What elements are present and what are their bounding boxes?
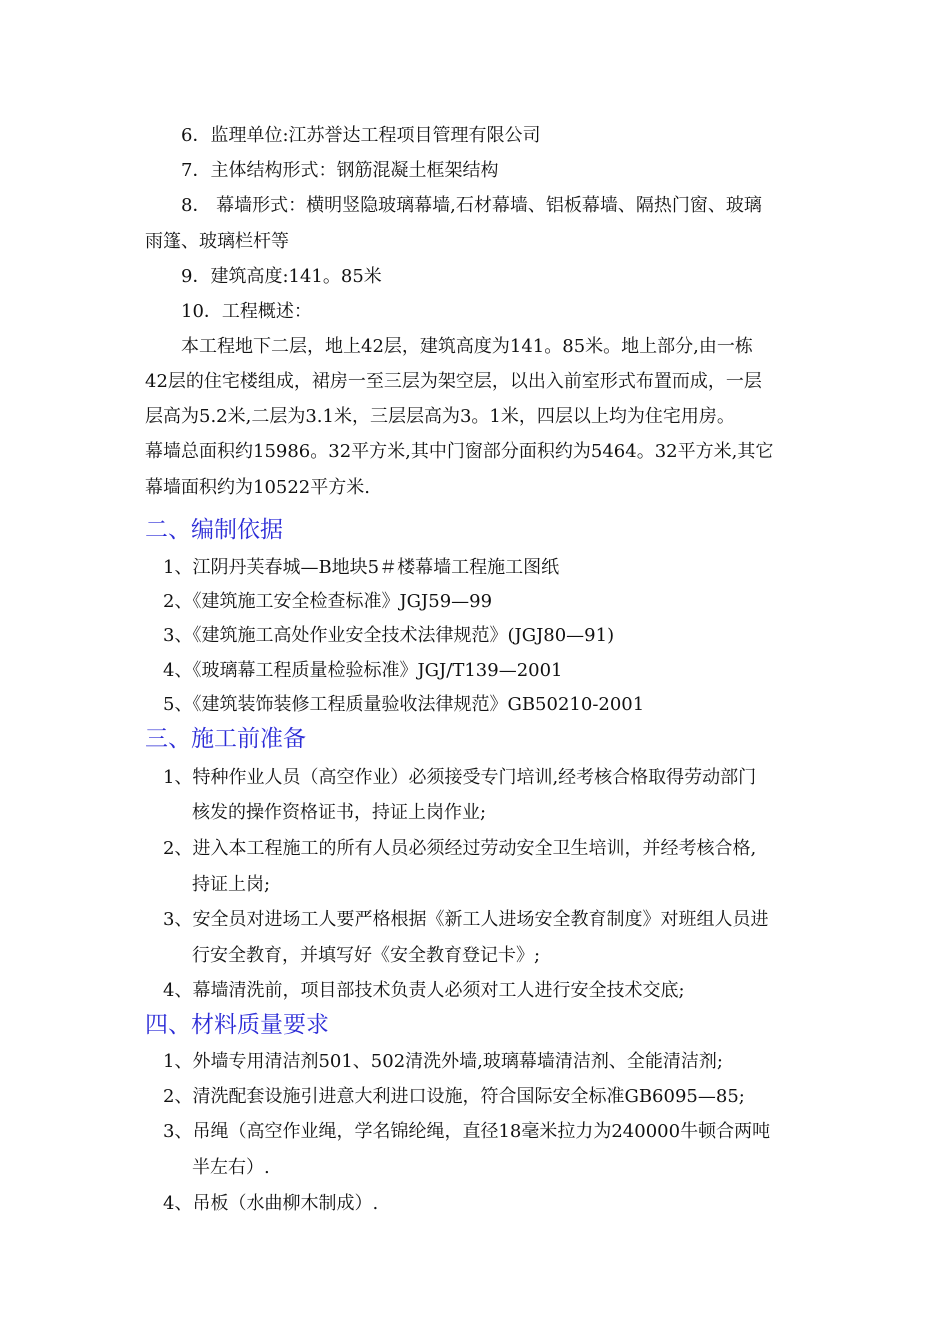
basis-list-item: 4、《玻璃幕工程质量检验标准》JGJ/T139—2001 (163, 660, 563, 681)
preparation-list-item: 2、进入本工程施工的所有人员必须经过劳动安全卫生培训，并经考核合格, (163, 838, 757, 859)
item-8-continuation: 雨篷、玻璃栏杆等 (145, 231, 289, 252)
material-list-item: 4、吊板（水曲柳木制成）. (163, 1193, 379, 1214)
overview-paragraph-line: 层高为5.2米,二层为3.1米，三层层高为3。1米，四层以上均为住宅用房。 (145, 406, 735, 427)
overview-paragraph-line: 42层的住宅楼组成，裙房一至三层为架空层，以出入前室形式布置而成，一层 (145, 371, 762, 392)
item-8-curtain-wall-form: 8． 幕墙形式：横明竖隐玻璃幕墙,石材幕墙、铝板幕墙、隔热门窗、玻璃 (181, 195, 762, 216)
overview-paragraph-line: 幕墙总面积约15986。32平方米,其中门窗部分面积约为5464。32平方米,其它 (145, 441, 774, 462)
basis-list-item: 3、《建筑施工高处作业安全技术法律规范》(JGJ80—91) (163, 625, 615, 646)
material-list-item: 2、清洗配套设施引进意大利进口设施，符合国际安全标准GB6095—85; (163, 1086, 745, 1107)
preparation-list-item-continuation: 行安全教育，并填写好《安全教育登记卡》; (192, 945, 541, 966)
item-6-supervision-unit: 6．监理单位:江苏誉达工程项目管理有限公司 (181, 125, 541, 146)
preparation-list-item: 1、特种作业人员（高空作业）必须接受专门培训,经考核合格取得劳动部门 (163, 767, 757, 788)
item-10-project-overview-label: 10．工程概述： (181, 301, 312, 322)
overview-paragraph-line: 幕墙面积约为10522平方米. (145, 477, 370, 498)
basis-list-item: 1、江阴丹芙春城—B地块5＃楼幕墙工程施工图纸 (163, 557, 560, 578)
item-7-structure-form: 7．主体结构形式：钢筋混凝土框架结构 (181, 160, 499, 181)
material-list-item-continuation: 半左右）. (192, 1157, 270, 1178)
preparation-list-item-continuation: 核发的操作资格证书，持证上岗作业; (192, 802, 487, 823)
section-heading-preparation: 三、施工前准备 (145, 726, 306, 752)
section-heading-material-quality: 四、材料质量要求 (145, 1012, 329, 1038)
material-list-item: 1、外墙专用清洁剂501、502清洗外墙,玻璃幕墙清洁剂、全能清洁剂; (163, 1051, 723, 1072)
preparation-list-item: 4、幕墙清洗前，项目部技术负责人必须对工人进行安全技术交底; (163, 980, 685, 1001)
material-list-item: 3、吊绳（高空作业绳，学名锦纶绳，直径18毫米拉力为240000牛顿合两吨 (163, 1121, 771, 1142)
basis-list-item: 2、《建筑施工安全检查标准》JGJ59—99 (163, 591, 493, 612)
section-heading-basis: 二、编制依据 (145, 517, 283, 543)
preparation-list-item: 3、安全员对进场工人要严格根据《新工人进场安全教育制度》对班组人员进 (163, 909, 769, 930)
overview-paragraph-line: 本工程地下二层，地上42层，建筑高度为141。85米。地上部分,由一栋 (181, 336, 753, 357)
basis-list-item: 5、《建筑装饰装修工程质量验收法律规范》GB50210-2001 (163, 694, 645, 715)
item-9-building-height: 9．建筑高度:141。85米 (181, 266, 382, 287)
preparation-list-item-continuation: 持证上岗; (192, 874, 271, 895)
